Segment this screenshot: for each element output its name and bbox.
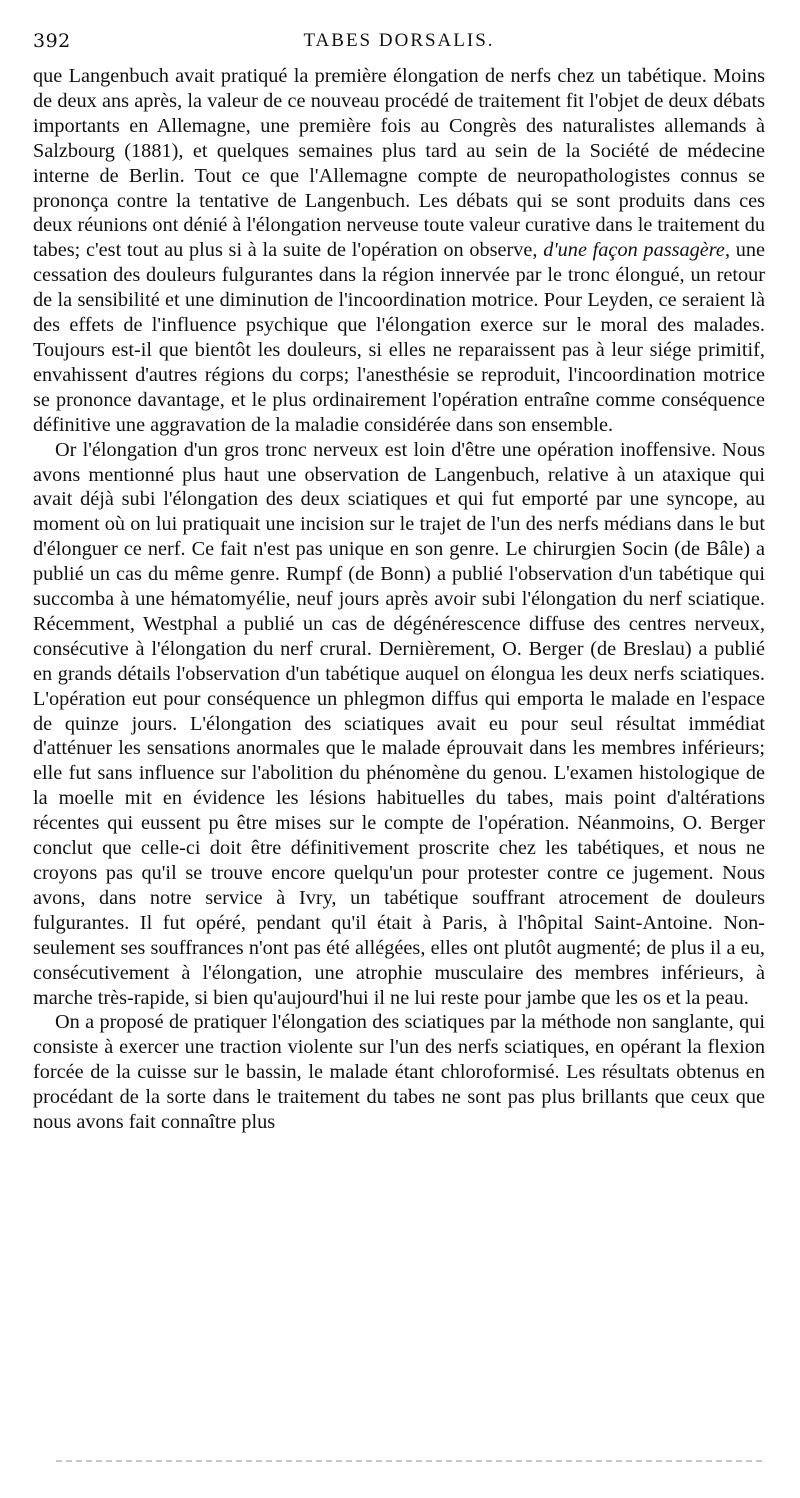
paragraph-3: On a proposé de pratiquer l'élongation des sciatiques par la méthode non sanglante, qui consiste à exercer une traction violente sur l'un des nerfs sciatiques, en opérant la flexion forcée de la cuisse sur le bassin, le malade étant chloroformisé. Les résultats obtenus en procédant de la sorte dans le traitement du tabes ne sont pas plus brillants que ceux que nous avons fait connaître plus (33, 1011, 765, 1134)
paragraph-2: Or l'élongation d'un gros tronc nerveux est loin d'être une opération inoffensive. Nous avons mentionné plus haut une observation de Langenbuch, relative à un ataxique qui avait déjà subi l'élongation des deux sciatiques et qui fut emporté par une syncope, au moment où on lui pratiquait une incision sur le trajet de l'un des nerfs médians dans le but d'élonguer ce nerf. Ce fait n'est pas unique en son genre. Le chirurgien Socin (de Bâle) a publié un cas du même genre. Rumpf (de Bonn) a publié l'observation d'un tabétique qui succomba à une hématomyélie, neuf jours après avoir subi l'élongation du nerf sciatique. Récemment, Westphal a publié un cas de dégénérescence diffuse des centres nerveux, consécutive à l'élongation du nerf crural. Dernièrement, O. Berger (de Breslau) a publié en grands détails l'observation d'un tabétique auquel on élongua les deux nerfs sciatiques. L'opération eut pour conséquence un phlegmon diffus qui emporta le malade en l'espace de quinze jours. L'élongation des sciatiques avait eu pour seul résultat immédiat d'atténuer les sensations anormales que le malade éprouvait dans les membres inférieurs; elle fut sans influence sur l'abolition du phénomène du genou. L'examen histologique de la moelle mit en évidence les lésions habituelles du tabes, mais point d'altérations récentes qui eussent pu être mises sur le compte de l'opération. Néanmoins, O. Berger conclut que celle-ci doit être définitivement proscrite chez les tabétiques, et nous ne croyons pas qu'il se trouve encore quelqu'un pour protester contre ce jugement. Nous avons, dans notre service à Ivry, un tabétique souffrant atrocement de douleurs fulgurantes. Il fut opéré, pendant qu'il était à Paris, à l'hôpital Saint-Antoine. Non-seulement ses souffrances n'ont pas été allégées, elles ont plutôt augmenté; de plus il a eu, consécutivement à l'élongation, une atrophie musculaire des membres inférieurs, à marche très-rapide, si bien qu'aujourd'hui il ne lui reste pour jambe que les os et la peau. (33, 438, 765, 1009)
paragraph-1-italic-phrase: d'une façon passagère (543, 239, 725, 262)
paragraph-1-text-end: , une cessation des douleurs fulgurantes dans la région innervée par le tronc élongué, un retour de la sensibilité et une diminution de l'incoordination motrice. Pour Leyden, ce seraient là des effets de l'influence psychique que l'élongation exerce sur le moral des malades. Toujours est-il que bientôt les douleurs, si elles ne reparaissent pas à leur siége primitif, envahissent d'autres régions du corps; l'anesthésie se reproduit, l'incoordination motrice se prononce davantage, et le plus ordinairement l'opération entraîne comme conséquence définitive une aggravation de la maladie considérée dans son ensemble. (33, 239, 766, 436)
paragraph-1-text: que Langenbuch avait pratiqué la première élongation de nerfs chez un tabétique. Moins de deux ans après, la valeur de ce nouveau procédé de traitement fit l'objet de deux débats importants en Allemagne, une première fois au Congrès des naturalistes allemands à Salzbourg (1881), et quelques semaines plus tard au sein de la Société de médecine interne de Berlin. Tout ce que l'Allemagne compte de neuropathologistes connus se prononça contre la tentative de Langenbuch. Les débats qui se sont produits dans ces deux réunions ont dénié à l'élongation nerveuse toute valeur curative dans le traitement du tabes; c'est tout au plus si à la suite de l'opération on observe, (33, 65, 765, 262)
book-page (33, 28, 765, 1135)
running-head (33, 28, 765, 58)
page-number: 392 (33, 30, 71, 52)
paragraph-1 (33, 64, 765, 438)
body-text (33, 64, 765, 1135)
running-title: TABES DORSALIS. (303, 30, 495, 51)
footer-rule (56, 1460, 762, 1462)
